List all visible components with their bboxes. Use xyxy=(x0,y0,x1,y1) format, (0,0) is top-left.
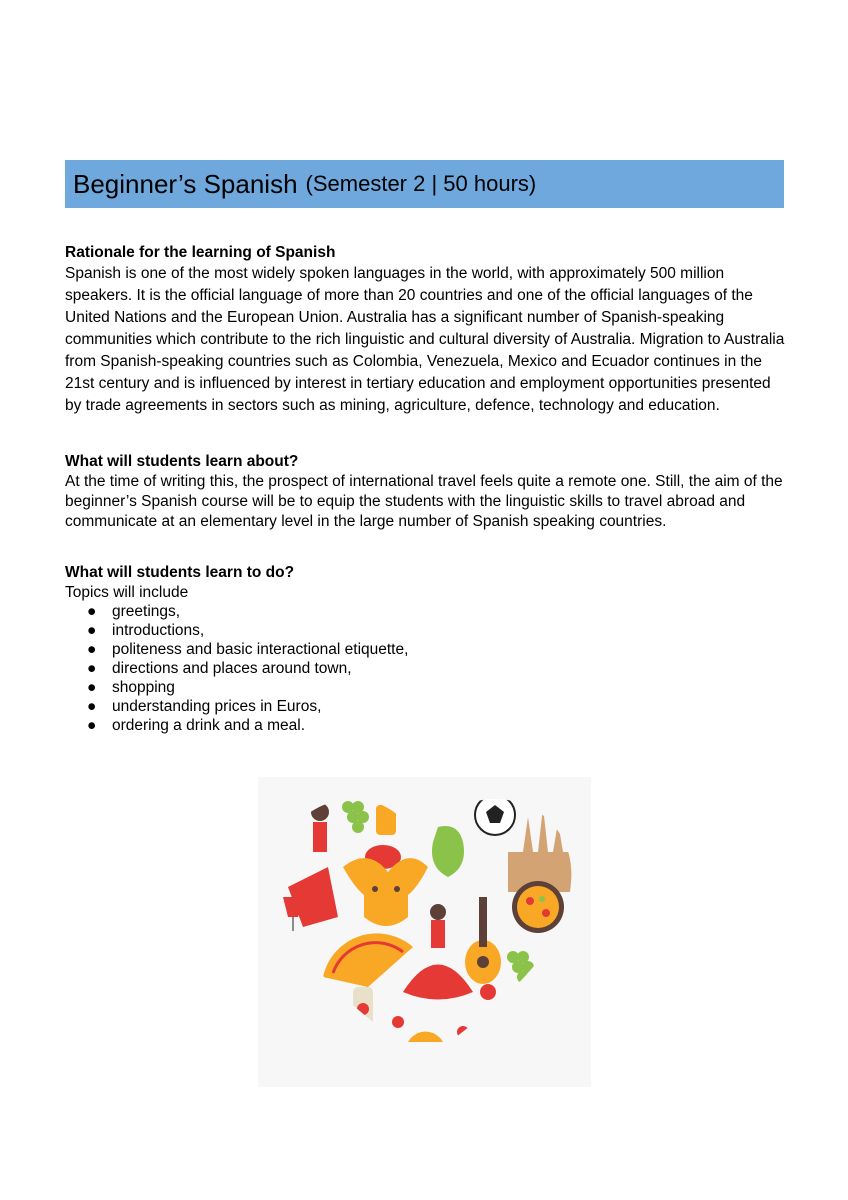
topic-text: ordering a drink and a meal. xyxy=(112,717,306,734)
bullet-icon: ● xyxy=(87,698,97,715)
learn-about-section xyxy=(65,452,785,532)
topics-intro: Topics will include xyxy=(65,584,189,601)
bullet-icon: ● xyxy=(87,622,97,639)
list-item xyxy=(65,659,785,678)
topics-list xyxy=(65,602,785,735)
spanish-culture-heart-illustration xyxy=(258,777,591,1087)
learn-to-do-heading: What will students learn to do? xyxy=(65,564,295,581)
list-item xyxy=(65,621,785,640)
course-subtitle: (Semester 2 | 50 hours) xyxy=(305,171,537,196)
bullet-icon: ● xyxy=(87,717,97,734)
course-title: Beginner’s Spanish xyxy=(73,168,298,199)
topic-text: directions and places around town, xyxy=(112,660,352,677)
topic-text: introductions, xyxy=(112,622,205,639)
bullet-icon: ● xyxy=(87,641,97,658)
bullet-icon: ● xyxy=(87,679,97,696)
topic-text: politeness and basic interactional etiquette, xyxy=(112,641,409,658)
rationale-section xyxy=(65,243,785,417)
course-title-banner xyxy=(65,160,784,208)
list-item xyxy=(65,697,785,716)
rationale-heading: Rationale for the learning of Spanish xyxy=(65,244,336,261)
topic-text: understanding prices in Euros, xyxy=(112,698,322,715)
heart-collage-icon xyxy=(258,777,591,1087)
bullet-icon: ● xyxy=(87,660,97,677)
topic-text: shopping xyxy=(112,679,175,696)
rationale-body: Spanish is one of the most widely spoken languages in the world, with approximately 500 million speakers. It is the official language of more than 20 countries and one of the official languages of the United Nations and the European Union. Australia has a significant number of Spanish-speaking communities which contribute to the rich linguistic and cultural diversity of Australia. Migration to Australia from Spanish-speaking countries such as Colombia, Venezuela, Mexico and Ecuador continues in the 21st century and is influenced by interest in tertiary education and employment opportunities presented by trade agreements in sectors such as mining, agriculture, defence, technology and education. xyxy=(65,265,785,414)
learn-about-body: At the time of writing this, the prospect of international travel feels quite a remote one. Still, the aim of the beginner’s Spanish course will be to equip the students with the linguistic skills to travel abroad and communicate at an elementary level in the large number of Spanish speaking countries. xyxy=(65,473,783,530)
learn-to-do-section xyxy=(65,563,785,735)
list-item xyxy=(65,716,785,735)
learn-about-heading: What will students learn about? xyxy=(65,453,299,470)
list-item xyxy=(65,678,785,697)
bullet-icon: ● xyxy=(87,603,97,620)
list-item xyxy=(65,602,785,621)
list-item xyxy=(65,640,785,659)
topic-text: greetings, xyxy=(112,603,181,620)
